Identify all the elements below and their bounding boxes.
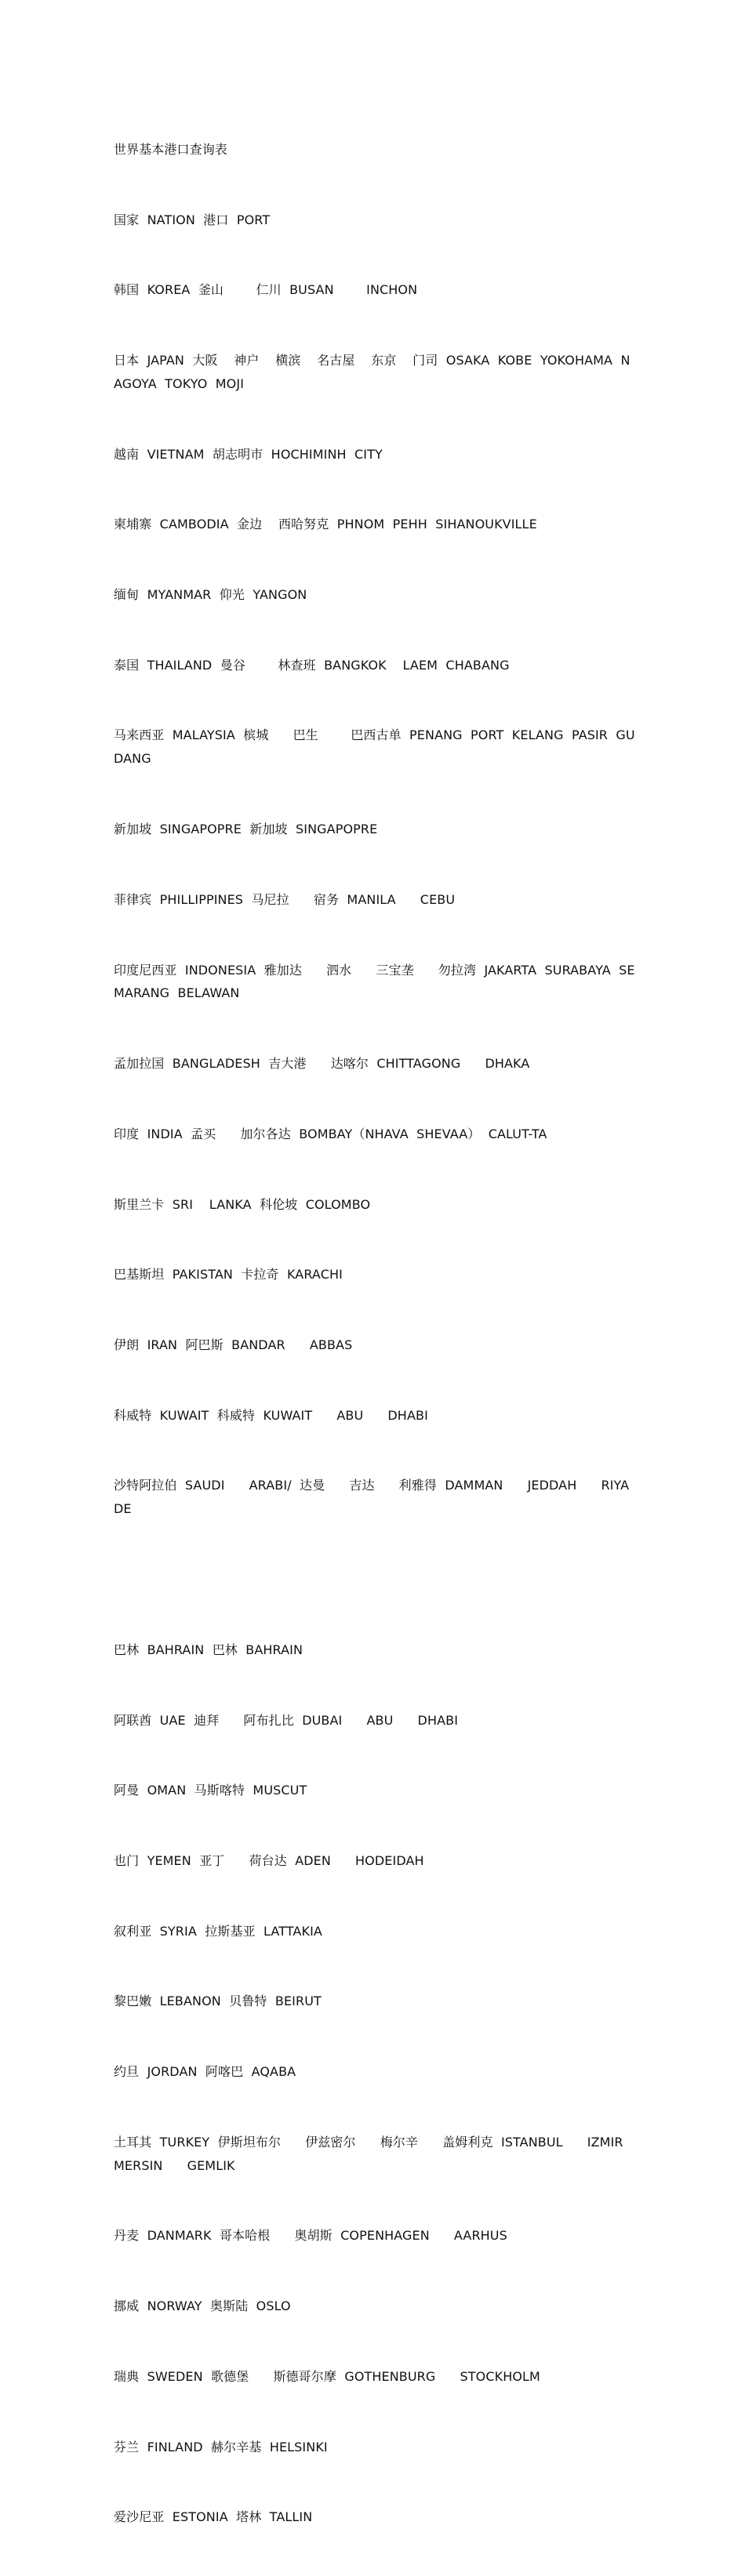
table-header-line: 国家 NATION 港口 PORT	[114, 212, 271, 227]
port-line-finland: 芬兰 FINLAND 赫尔辛基 HELSINKI	[114, 2439, 328, 2454]
port-line-bahrain: 巴林 BAHRAIN 巴林 BAHRAIN	[114, 1642, 303, 1657]
port-line-norway: 挪威 NORWAY 奥斯陆 OSLO	[114, 2298, 291, 2314]
port-line-kuwait: 科威特 KUWAIT 科威特 KUWAIT ABU DHABI	[114, 1407, 428, 1423]
port-line-oman: 阿曼 OMAN 马斯喀特 MUSCUT	[114, 1783, 307, 1798]
port-line-malaysia: 马来西亚 MALAYSIA 槟城 巴生 巴西古单 PENANG PORT KELANG PASIR GUDANG	[114, 727, 635, 767]
port-line-japan: 日本 JAPAN 大阪 神户 横滨 名古屋 东京 门司 OSAKA KOBE YOKOHAMA NAGOYA TOKYO MOJI	[114, 352, 631, 391]
port-line-denmark: 丹麦 DANMARK 哥本哈根 奥胡斯 COPENHAGEN AARHUS	[114, 2228, 507, 2244]
port-line-turkey: 土耳其 TURKEY 伊斯坦布尔 伊兹密尔 梅尔辛 盖姆利克 ISTANBUL IZMIR MERSIN GEMLIK	[114, 2134, 648, 2173]
port-line-syria: 叙利亚 SYRIA 拉斯基亚 LATTAKIA	[114, 1923, 322, 1939]
port-line-iran: 伊朗 IRAN 阿巴斯 BANDAR ABBAS	[114, 1337, 353, 1353]
blank-line	[114, 1568, 635, 1591]
port-line-myanmar: 缅甸 MYANMAR 仰光 YANGON	[114, 587, 307, 603]
port-line-philippines: 菲律宾 PHILLIPPINES 马尼拉 宿务 MANILA CEBU	[114, 891, 456, 907]
port-line-vietnam: 越南 VIETNAM 胡志明市 HOCHIMINH CITY	[114, 446, 383, 462]
document-title: 世界基本港口查询表	[114, 141, 227, 157]
port-line-indonesia: 印度尼西亚 INDONESIA 雅加达 泗水 三宝垄 勿拉湾 JAKARTA SURABAYA SEMARANG BELAWAN	[114, 962, 635, 1001]
port-line-saudi-arabia: 沙特阿拉伯 SAUDI ARABI/ 达曼 吉达 利雅得 DAMMAN JEDDAH RIYADE	[114, 1478, 630, 1517]
port-line-singapore: 新加坡 SINGAPOPRE 新加坡 SINGAPOPRE	[114, 822, 378, 837]
port-line-lebanon: 黎巴嫩 LEBANON 贝鲁特 BEIRUT	[114, 1994, 322, 2009]
port-line-pakistan: 巴基斯坦 PAKISTAN 卡拉奇 KARACHI	[114, 1267, 343, 1283]
port-line-thailand: 泰国 THAILAND 曼谷 林查班 BANGKOK LAEM CHABANG	[114, 657, 510, 673]
port-line-bangladesh: 孟加拉国 BANGLADESH 吉大港 达喀尔 CHITTAGONG DHAKA	[114, 1056, 530, 1072]
port-line-yemen: 也门 YEMEN 亚丁 荷台达 ADEN HODEIDAH	[114, 1852, 424, 1868]
port-line-sri-lanka: 斯里兰卡 SRI LANKA 科伦坡 COLOMBO	[114, 1196, 371, 1212]
port-line-estonia: 爱沙尼亚 ESTONIA 塔林 TALLIN	[114, 2509, 313, 2525]
port-line-cambodia: 柬埔寨 CAMBODIA 金边 西哈努克 PHNOM PEHH SIHANOUKVILLE	[114, 517, 537, 532]
document-body	[114, 91, 648, 2576]
port-line-jordan: 约旦 JORDAN 阿喀巴 AQABA	[114, 2064, 296, 2080]
port-line-india: 印度 INDIA 孟买 加尔各达 BOMBAY（NHAVA SHEVAA） CALUT-TA	[114, 1126, 547, 1141]
port-line-korea: 韩国 KOREA 釜山 仁川 BUSAN INCHON	[114, 282, 418, 298]
port-line-sweden: 瑞典 SWEDEN 歌德堡 斯德哥尔摩 GOTHENBURG STOCKHOLM	[114, 2368, 540, 2384]
port-line-uae: 阿联酋 UAE 迪拜 阿布扎比 DUBAI ABU DHABI	[114, 1712, 459, 1728]
